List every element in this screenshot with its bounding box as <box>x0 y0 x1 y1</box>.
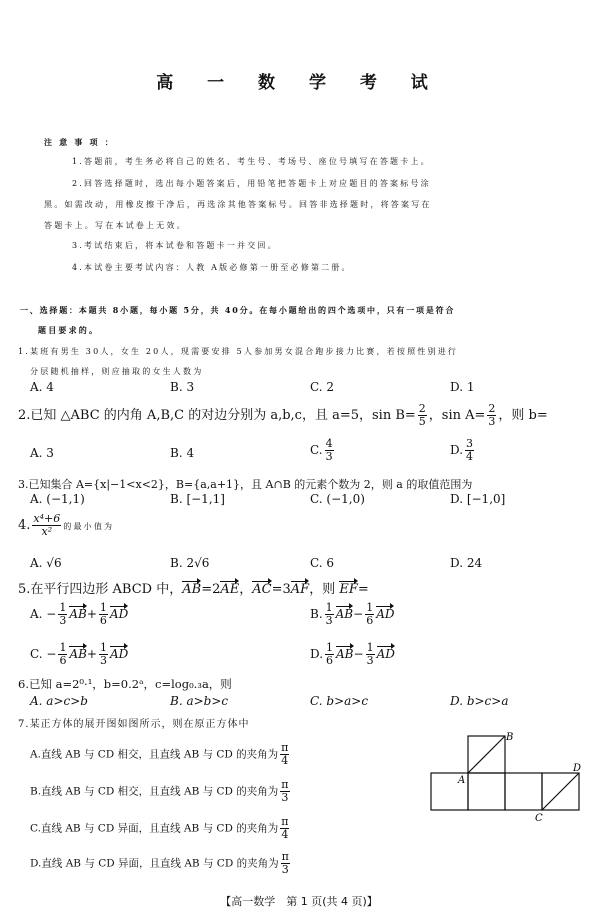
q5-c-n2: 1 <box>99 641 107 654</box>
label-b: B <box>506 732 514 743</box>
q2-frac-1-den: 5 <box>418 415 426 429</box>
section-heading-2: 题目要求的。 <box>38 325 100 335</box>
q2-stem-text: 2.已知 △ABC 的内角 A,B,C 的对边分别为 a,b,c，且 a=5，sin B= <box>18 408 416 424</box>
notice-line-2b: 黑。如需改动，用橡皮擦干净后，再选涂其他答案标号。回答非选择题时，将答案写在 <box>44 200 432 209</box>
q7-option-b <box>30 779 292 804</box>
q2-frac-2-num: 2 <box>488 402 496 415</box>
q7-a-pi: π <box>281 741 289 754</box>
q5-d-n2: 1 <box>366 641 374 654</box>
q1-option-d: D. 1 <box>450 380 475 394</box>
q5-d-d1: 6 <box>326 654 334 668</box>
q5-c-n1: 1 <box>59 641 67 654</box>
q7-d-pi: π <box>281 850 289 863</box>
q1-option-b: B. 3 <box>170 380 195 394</box>
q3-option-a: A. (−1,1) <box>30 492 85 506</box>
notice-line-2a: 2.回答选择题时，选出每小题答案后，用铅笔把答题卡上对应题目的答案标号涂 <box>72 179 431 188</box>
q7-d-frac <box>281 851 290 876</box>
q3-option-d: D. [−1,0] <box>450 492 506 506</box>
q5-stem-text: 5.在平行四边形 ABCD 中， <box>18 582 183 597</box>
q5-b-d1: 3 <box>325 614 333 628</box>
q7-d-text: D.直线 AB 与 CD 异面，且直线 AB 与 CD 的夹角为 <box>30 857 279 870</box>
q6-stem: 6.已知 a=2⁰·¹，b=0.2ᵃ，c=log₀.₃a，则 <box>18 677 232 691</box>
net-square-2 <box>468 773 505 810</box>
label-c: C <box>535 813 543 823</box>
q7-b-text: B.直线 AB 与 CD 相交，且直线 AB 与 CD 的夹角为 <box>30 785 279 798</box>
q5-a-frac-1 <box>58 602 67 627</box>
q6-option-d: D. b>c>a <box>450 694 509 708</box>
q5-c-d1: 6 <box>59 654 67 668</box>
q5-d-frac-2 <box>366 642 375 667</box>
q5-eq2: =3 <box>271 582 291 597</box>
q4-option-c: C. 6 <box>310 556 335 570</box>
label-a: A <box>458 775 466 786</box>
q5-a-ad: AD <box>109 607 129 622</box>
q5-c-frac-2 <box>99 642 108 667</box>
q3-stem: 3.已知集合 A={x|−1<x<2}，B={a,a+1}，且 A∩B 的元素个数为 2，则 a 的取值范围为 <box>18 478 473 491</box>
q5-c-d2: 3 <box>99 654 107 668</box>
q5-c-ab: AB <box>69 647 87 662</box>
q1-option-c: C. 2 <box>310 380 335 394</box>
q5-option-b <box>310 602 394 627</box>
q7-c-text: C.直线 AB 与 CD 异面，且直线 AB 与 CD 的夹角为 <box>30 822 279 835</box>
q5-a-frac-2 <box>99 602 108 627</box>
q5-c-frac-1 <box>58 642 67 667</box>
q5-a-label: A. − <box>30 607 57 622</box>
cube-net-diagram <box>425 728 590 823</box>
q2-option-a: A. 3 <box>30 446 54 460</box>
page-title: 高 一 数 学 考 试 <box>156 73 442 93</box>
q5-vector-af: AF <box>290 582 310 597</box>
q1-option-a: A. 4 <box>30 380 54 394</box>
q5-vector-ae: AE <box>220 582 240 597</box>
q4-prefix: 4. <box>18 518 31 534</box>
q5-tail: ，则 <box>309 582 340 597</box>
q5-d-frac-1 <box>325 642 334 667</box>
q3-option-b: B. [−1,1] <box>170 492 225 506</box>
q2-frac-2 <box>487 403 496 428</box>
page-footer: 【高一数学 第 1 页(共 4 页)】 <box>220 895 378 908</box>
q7-option-c <box>30 816 291 841</box>
notice-line-3: 3.考试结束后，将本试卷和答题卡一并交回。 <box>72 241 278 250</box>
notice-line-2c: 答题卡上。写在本试卷上无效。 <box>44 221 187 230</box>
q5-option-d <box>310 642 395 667</box>
q4-stem <box>18 513 114 538</box>
q7-c-frac <box>280 816 289 841</box>
q2-option-d <box>450 438 476 463</box>
q6-option-b: B. a>b>c <box>170 694 229 708</box>
q6-option-a: A. a>c>b <box>30 694 88 708</box>
q4-frac-num: x⁴+6 <box>33 512 61 525</box>
q5-a-n2: 1 <box>99 601 107 614</box>
q2-option-c <box>310 438 336 463</box>
q5-b-d2: 6 <box>366 614 374 628</box>
q4-suffix: 的最小值为 <box>63 522 115 532</box>
net-square-3 <box>505 773 542 810</box>
q3-option-c: C. (−1,0) <box>310 492 365 506</box>
q2-option-d-num: 3 <box>466 437 474 450</box>
q2-option-c-den: 3 <box>325 450 333 464</box>
q7-option-a <box>30 742 291 767</box>
segment-cd <box>542 773 579 810</box>
q7-a-frac <box>280 742 289 767</box>
q5-a-op: + <box>86 607 97 622</box>
q2-frac-1-num: 2 <box>418 402 426 415</box>
q7-c-pi: π <box>281 815 289 828</box>
q5-b-label: B. <box>310 607 323 622</box>
q5-d-ab: AB <box>336 647 354 662</box>
q5-stem <box>18 578 369 597</box>
q5-b-op: − <box>353 607 364 622</box>
q5-a-d2: 6 <box>99 614 107 628</box>
q5-d-ad: AD <box>376 647 395 662</box>
q7-a-text: A.直线 AB 与 CD 相交，且直线 AB 与 CD 的夹角为 <box>30 748 279 761</box>
q4-option-b: B. 2√6 <box>170 556 210 570</box>
q5-vector-ac: AC <box>252 582 272 597</box>
q1-stem-b: 分层随机抽样，则应抽取的女生人数为 <box>30 367 204 376</box>
notice-line-1: 1.答题前，考生务必将自己的姓名、考生号、考场号、座位号填写在答题卡上。 <box>72 157 431 166</box>
q7-d-den: 3 <box>281 863 289 877</box>
section-heading: 一、选择题：本题共 8小题，每小题 5分，共 40分。在每小题给出的四个选项中，只有一项是符合 <box>20 305 456 315</box>
q7-b-den: 3 <box>281 791 289 805</box>
q5-option-c <box>30 642 128 667</box>
q5-d-op: − <box>353 647 364 662</box>
label-d: D <box>573 763 582 774</box>
q5-a-d1: 3 <box>59 614 67 628</box>
q7-a-den: 4 <box>281 754 289 768</box>
q2-option-c-label: C. <box>310 443 323 458</box>
q7-b-pi: π <box>281 778 289 791</box>
q5-a-n1: 1 <box>59 601 67 614</box>
q5-a-ab: AB <box>69 607 87 622</box>
q2-stem <box>18 403 548 428</box>
q7-b-frac <box>280 779 289 804</box>
q5-vector-ef: EF <box>339 582 358 597</box>
q2-option-c-num: 4 <box>325 437 333 450</box>
q4-option-a: A. √6 <box>30 556 62 570</box>
q5-c-op: + <box>86 647 97 662</box>
q5-b-ab: AB <box>335 607 354 622</box>
q2-option-d-label: D. <box>450 443 464 458</box>
q5-eq1: =2 <box>201 582 221 597</box>
q7-option-d <box>30 851 292 876</box>
q5-d-n1: 1 <box>326 641 334 654</box>
q5-vector-ab: AB <box>182 582 202 597</box>
segment-ab <box>468 736 505 773</box>
q5-c-ad: AD <box>109 647 129 662</box>
q2-mid: ，sin A= <box>428 408 486 424</box>
q5-d-label: D. <box>310 647 324 662</box>
q7-c-den: 4 <box>281 828 289 842</box>
q5-c-label: C. − <box>30 647 57 662</box>
q2-frac-2-den: 3 <box>488 415 496 429</box>
q5-option-a <box>30 602 128 627</box>
q2-option-d-den: 4 <box>466 450 474 464</box>
q4-option-d: D. 24 <box>450 556 483 570</box>
q5-b-n2: 1 <box>366 601 374 614</box>
q2-option-c-frac <box>325 438 334 463</box>
q5-d-d2: 3 <box>366 654 374 668</box>
q5-b-frac-1 <box>325 602 334 627</box>
notice-line-4: 4.本试卷主要考试内容：人教 A版必修第一册至必修第二册。 <box>72 263 352 272</box>
q2-frac-1 <box>418 403 427 428</box>
q5-b-ad: AD <box>376 607 395 622</box>
q6-option-c: C. b>a>c <box>310 694 369 708</box>
q5-b-n1: 1 <box>325 601 333 614</box>
notice-heading: 注 意 事 项 ： <box>44 137 115 147</box>
q5-b-frac-2 <box>365 602 374 627</box>
q2-option-d-frac <box>465 438 474 463</box>
q2-option-b: B. 4 <box>170 446 195 460</box>
q5-end: = <box>357 582 369 597</box>
q1-stem: 1.某班有男生 30人，女生 20人，现需要安排 5人参加男女混合跑步接力比赛，若按照性别进行 <box>18 347 459 356</box>
q2-end: ，则 b= <box>498 408 548 424</box>
q5-sep: ， <box>239 582 253 597</box>
q4-frac-den: x² <box>41 525 53 539</box>
q4-frac <box>32 513 61 538</box>
q7-stem: 7.某正方体的展开图如图所示，则在原正方体中 <box>18 719 250 730</box>
